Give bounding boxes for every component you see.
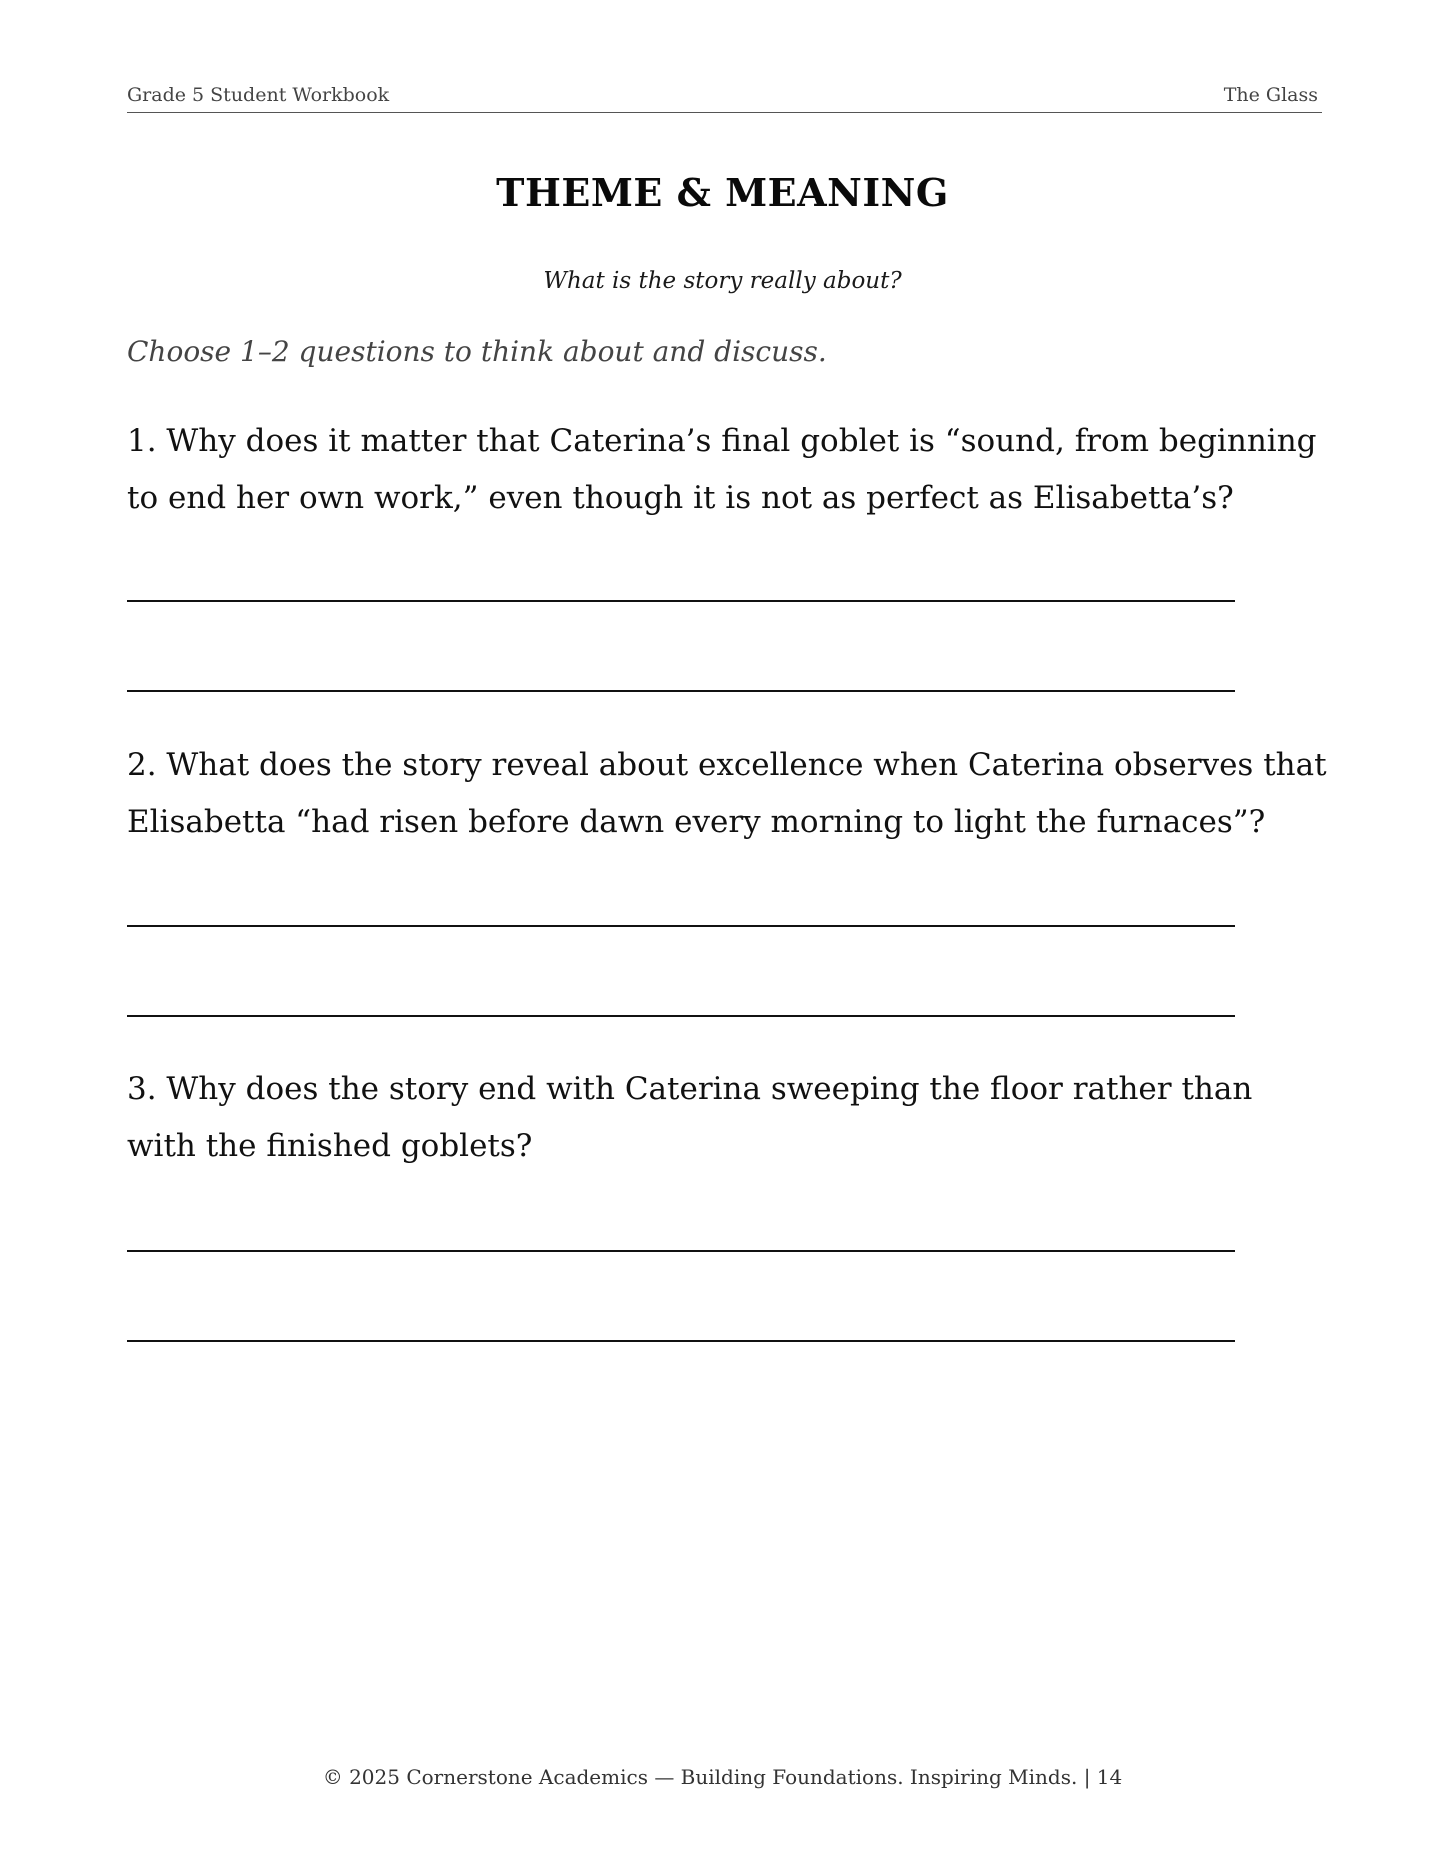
- page-footer: © 2025 Cornerstone Academics — Building Foundations. Inspiring Minds. | 14: [322, 1765, 1123, 1789]
- page-subtitle: What is the story really about?: [543, 268, 902, 294]
- answer-line-1a[interactable]: [127, 600, 1235, 602]
- header-story-title: The Glass: [1223, 84, 1318, 106]
- answer-line-2a[interactable]: [127, 925, 1235, 927]
- page-title: THEME & MEANING: [496, 170, 949, 215]
- answer-line-2b[interactable]: [127, 1015, 1235, 1017]
- instructions: Choose 1–2 questions to think about and discuss.: [127, 335, 827, 368]
- header-workbook-label: Grade 5 Student Workbook: [127, 84, 390, 106]
- answer-line-3b[interactable]: [127, 1340, 1235, 1342]
- running-header: [127, 82, 1322, 113]
- question-1: 1. Why does it matter that Caterina’s final goblet is “sound, from beginning to end her own work,” even though it is not as perfect as Elisabetta’s?: [127, 423, 1317, 516]
- question-2: 2. What does the story reveal about excellence when Caterina observes that Elisabetta “had risen before dawn every morning to light the furnaces”?: [127, 747, 1327, 840]
- answer-line-3a[interactable]: [127, 1250, 1235, 1252]
- question-3: 3. Why does the story end with Caterina sweeping the floor rather than with the finished goblets?: [127, 1071, 1253, 1164]
- answer-line-1b[interactable]: [127, 690, 1235, 692]
